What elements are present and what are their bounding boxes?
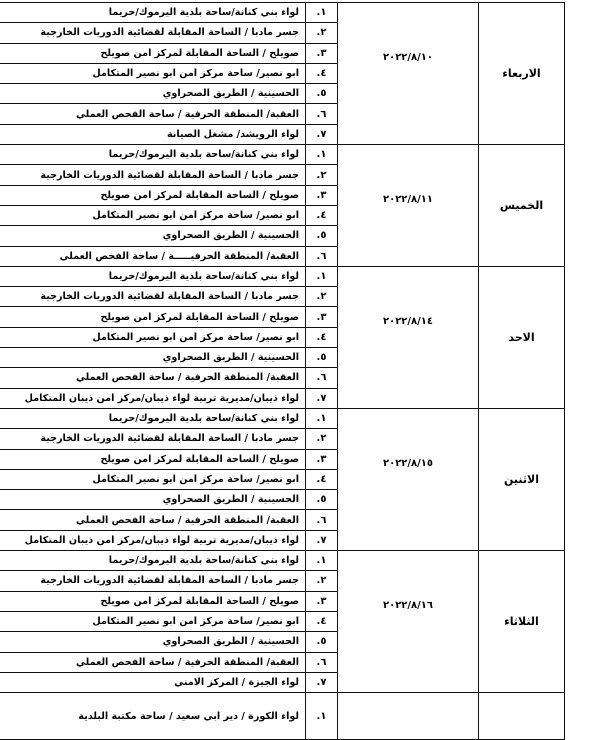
- row-number: ٤.: [306, 63, 338, 83]
- date-cell: [338, 408, 479, 550]
- row-number: ١.: [306, 551, 338, 571]
- location-cell: صويلح / الساحة المقابلة لمركز امن صويلح: [0, 449, 306, 469]
- location-cell: لواء الكورة / دير ابي سعيد / ساحة مكتبة البلدية: [0, 693, 306, 740]
- location-cell: ابو نصير/ ساحة مركز امن ابو نصير المتكامل: [0, 327, 306, 347]
- row-number: ٧.: [306, 124, 338, 144]
- table-row: [0, 408, 565, 428]
- location-cell: صويلح / الساحة المقابلة لمركز امن صويلح: [0, 185, 306, 205]
- table-row: [0, 3, 565, 23]
- date-cell: [338, 266, 479, 408]
- row-number: ٦.: [306, 368, 338, 388]
- location-cell: الحسينية / الطريق الصحراوي: [0, 490, 306, 510]
- row-number: ٣.: [306, 449, 338, 469]
- row-number: ١.: [306, 693, 338, 740]
- row-number: ٦.: [306, 246, 338, 266]
- location-cell: لواء بني كنانة/ساحة بلدية اليرموك/حريما: [0, 408, 306, 428]
- location-cell: لواء الجيزة / المركز الامني: [0, 672, 306, 692]
- date-cell: [338, 551, 479, 693]
- row-number: ٥.: [306, 84, 338, 104]
- row-number: ٤.: [306, 205, 338, 225]
- row-number: ٥.: [306, 490, 338, 510]
- row-number: ٥.: [306, 348, 338, 368]
- schedule-table: [0, 2, 565, 740]
- location-cell: لواء ذيبان/مديرية تربية لواء ذيبان/مركز امن ذيبان المتكامل: [0, 388, 306, 408]
- table-row: [0, 145, 565, 165]
- location-cell: لواء بني كنانة/ساحة بلدية اليرموك/حريما: [0, 145, 306, 165]
- location-cell: الحسينية / الطريق الصحراوي: [0, 348, 306, 368]
- row-number: ٢.: [306, 23, 338, 43]
- date-cell: [338, 3, 479, 145]
- location-cell: ابو نصير/ ساحة مركز امن ابو نصير المتكامل: [0, 205, 306, 225]
- row-number: ٦.: [306, 652, 338, 672]
- day-cell: الاحد: [479, 266, 565, 408]
- location-cell: صويلح / الساحة المقابلة لمركز امن صويلح: [0, 43, 306, 63]
- date-cell: [338, 145, 479, 267]
- date-text: ٢٠٢٢/٨/١٠: [382, 52, 434, 63]
- day-cell: الاثنين: [479, 408, 565, 550]
- row-number: ١.: [306, 3, 338, 23]
- date-text: ٢٠٢٢/٨/١٦: [382, 600, 434, 612]
- date-text: [338, 693, 478, 739]
- location-cell: الحسينية / الطريق الصحراوي: [0, 632, 306, 652]
- location-cell: ابو نصير/ ساحة مركز امن ابو نصير المتكامل: [0, 611, 306, 631]
- row-number: ٥.: [306, 632, 338, 652]
- row-number: ٧.: [306, 388, 338, 408]
- location-cell: لواء ذيبان/مديرية تربية لواء ذيبان/مركز امن ذيبان المتكامل: [0, 530, 306, 550]
- location-cell: العقبة/ المنطقة الحرفية / ساحة الفحص العملي: [0, 510, 306, 530]
- row-number: ٢.: [306, 571, 338, 591]
- date-text: ٢٠٢٢/٨/١١: [382, 194, 434, 206]
- location-cell: الحسينية / الطريق الصحراوي: [0, 226, 306, 246]
- location-cell: لواء بني كنانة/ساحة بلدية اليرموك/حريما: [0, 551, 306, 571]
- row-number: ٢.: [306, 165, 338, 185]
- location-cell: صويلح / الساحة المقابلة لمركز امن صويلح: [0, 591, 306, 611]
- row-number: ١.: [306, 266, 338, 286]
- row-number: ٦.: [306, 510, 338, 530]
- table-row: [0, 266, 565, 286]
- row-number: ٢.: [306, 429, 338, 449]
- location-cell: لواء بني كنانة/ساحة بلدية اليرموك/حريما: [0, 3, 306, 23]
- location-cell: العقبة/ المنطقة الحرفية / ساحة الفحص العملي: [0, 652, 306, 672]
- location-cell: العقبة/ المنطقة الحرفيـــــة / ساحة الفحص العملي: [0, 246, 306, 266]
- location-cell: ابو نصير/ ساحة مركز امن ابو نصير المتكامل: [0, 63, 306, 83]
- location-cell: لواء بني كنانة/ساحة بلدية اليرموك/حريما: [0, 266, 306, 286]
- row-number: ٤.: [306, 469, 338, 489]
- date-cell: [338, 693, 479, 740]
- row-number: ٢.: [306, 287, 338, 307]
- table-row: [0, 693, 565, 740]
- location-cell: العقبة/ المنطقة الحرفية / ساحة الفحص العملي: [0, 104, 306, 124]
- day-cell: الخميس: [479, 145, 565, 267]
- row-number: ٣.: [306, 185, 338, 205]
- row-number: ٤.: [306, 611, 338, 631]
- date-text: ٢٠٢٢/٨/١٤: [382, 315, 434, 327]
- row-number: ٧.: [306, 672, 338, 692]
- row-number: ٥.: [306, 226, 338, 246]
- location-cell: الحسينية / الطريق الصحراوي: [0, 84, 306, 104]
- location-cell: جسر مادبا / الساحة المقابلة لقضائية الدوريات الخارجية: [0, 287, 306, 307]
- row-number: ٣.: [306, 591, 338, 611]
- day-cell: الثلاثاء: [479, 551, 565, 693]
- row-number: ٣.: [306, 43, 338, 63]
- row-number: ١.: [306, 145, 338, 165]
- row-number: ١.: [306, 408, 338, 428]
- location-cell: جسر مادبا / الساحة المقابلة لقضائية الدوريات الخارجية: [0, 165, 306, 185]
- schedule-body: [0, 3, 565, 740]
- row-number: ٧.: [306, 530, 338, 550]
- table-row: [0, 551, 565, 571]
- row-number: ٣.: [306, 307, 338, 327]
- date-text: ٢٠٢٢/٨/١٥: [382, 457, 434, 469]
- row-number: ٦.: [306, 104, 338, 124]
- location-cell: صويلح / الساحة المقابلة لمركز امن صويلح: [0, 307, 306, 327]
- location-cell: جسر مادبا / الساحة المقابلة لقضائية الدوريات الخارجية: [0, 23, 306, 43]
- location-cell: ابو نصير/ ساحة مركز امن ابو نصير المتكامل: [0, 469, 306, 489]
- row-number: ٤.: [306, 327, 338, 347]
- day-cell: [479, 693, 565, 740]
- location-cell: العقبة/ المنطقة الحرفية / ساحة الفحص العملي: [0, 368, 306, 388]
- location-cell: جسر مادبا / الساحة المقابلة لقضائية الدوريات الخارجية: [0, 571, 306, 591]
- location-cell: جسر مادبا / الساحة المقابلة لقضائية الدوريات الخارجية: [0, 429, 306, 449]
- day-cell: الاربعاء: [479, 3, 565, 145]
- location-cell: لواء الرويشد/ مشغل الصيانة: [0, 124, 306, 144]
